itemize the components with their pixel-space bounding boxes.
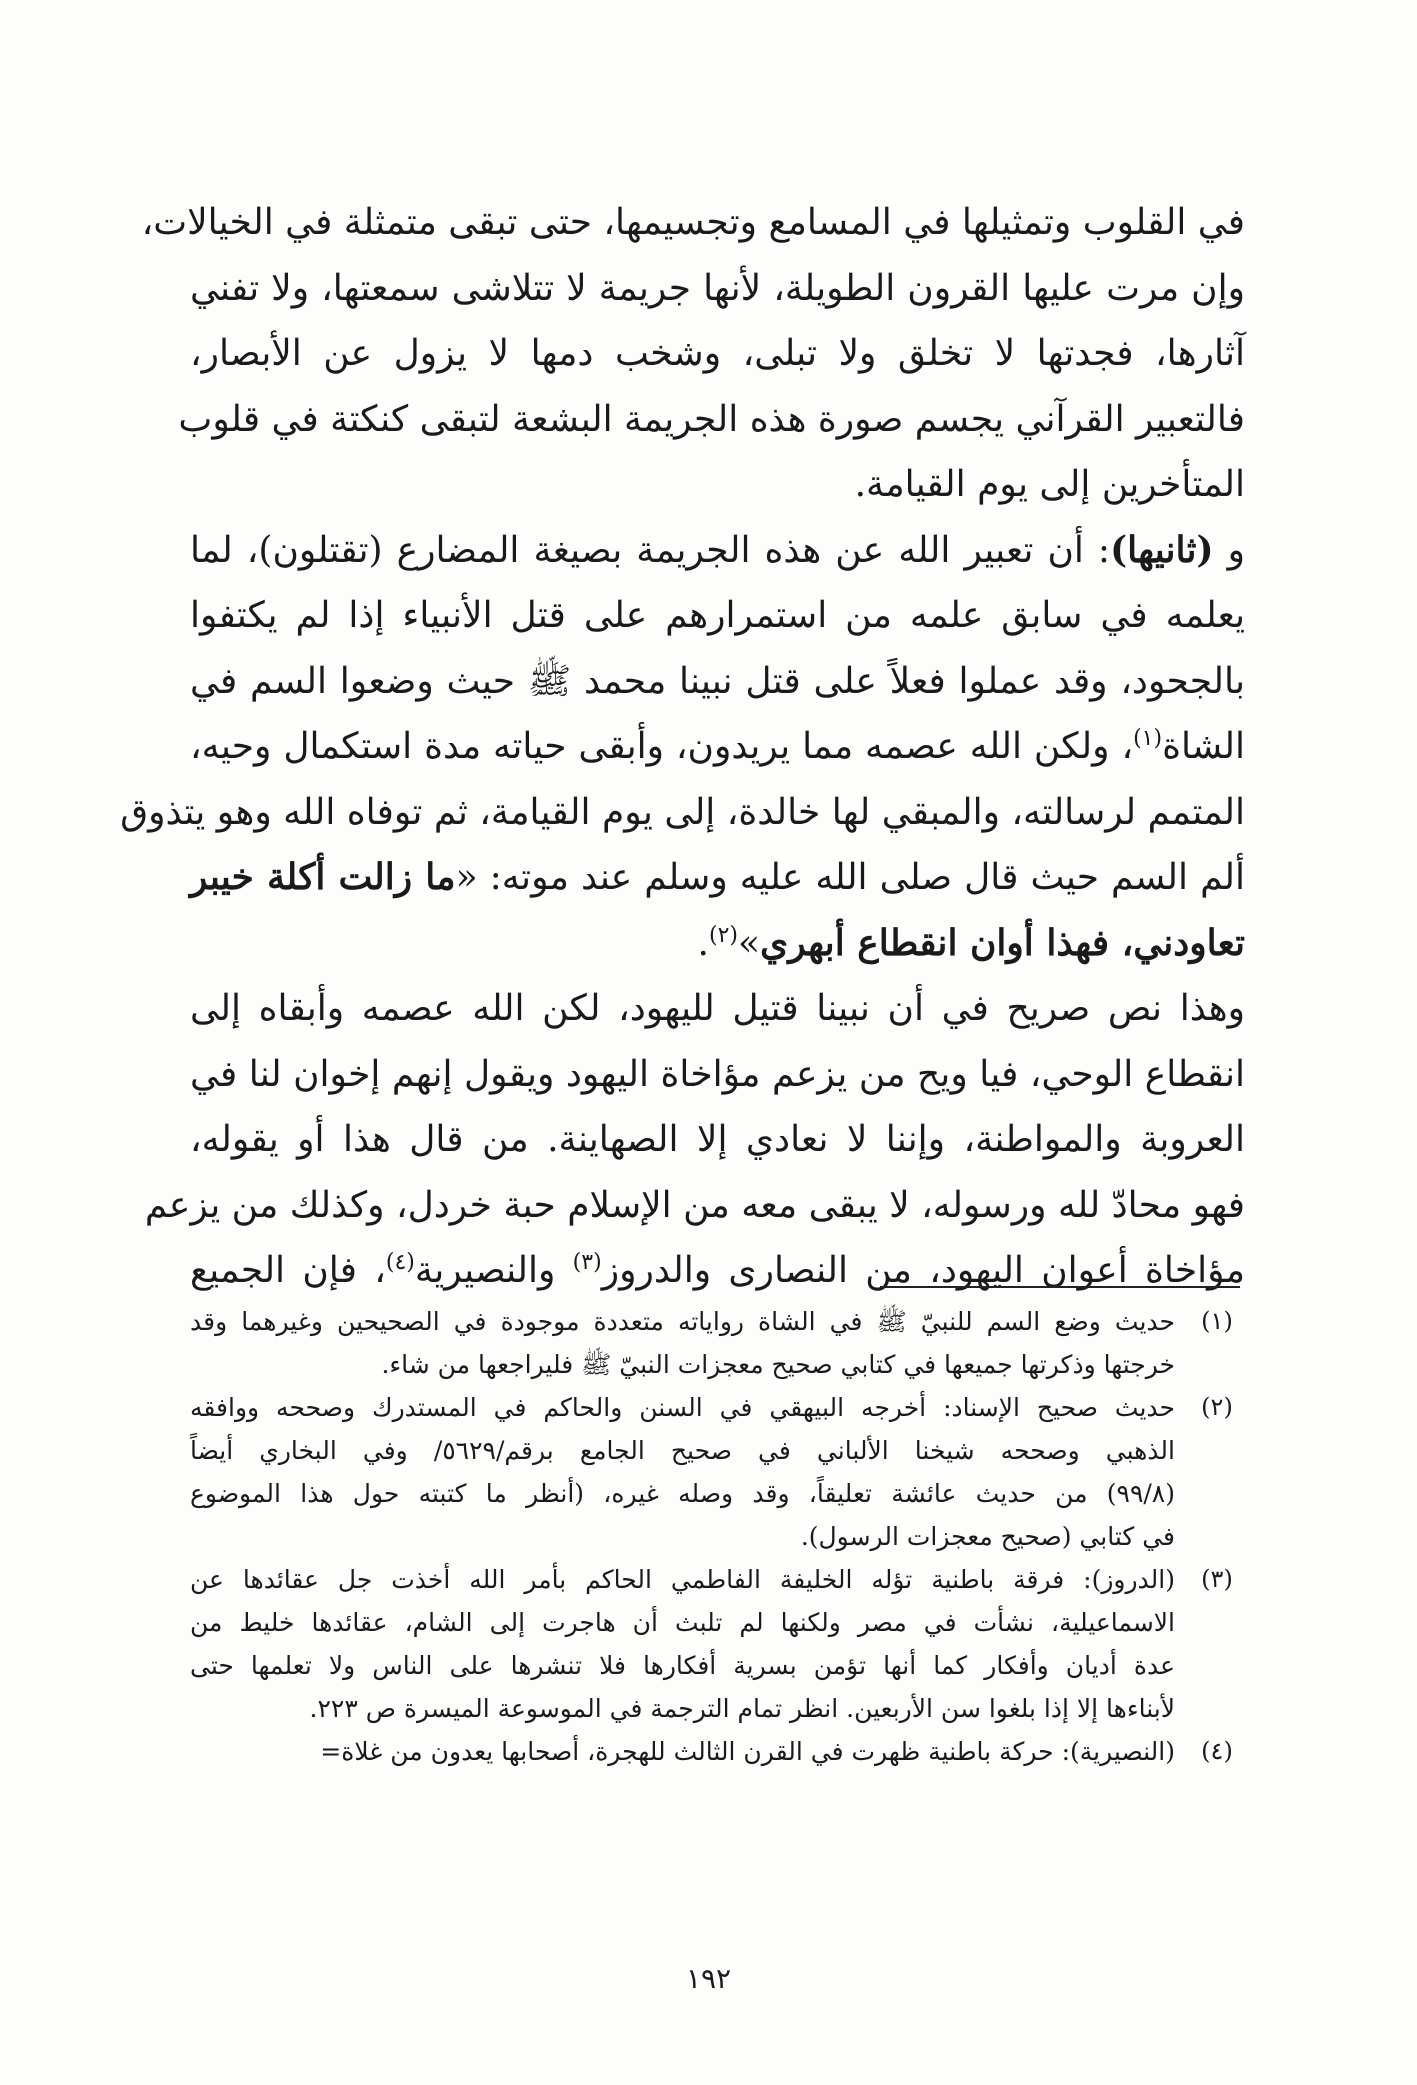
footnote-line: لأبناءها إلا إذا بلغوا سن الأربعين. انظر تمام الترجمة في الموسوعة الميسرة ص ٢٢٣. — [309, 1694, 1175, 1723]
footnote-line: حديث وضع السم للنبيّ ﷺ في الشاة رواياته متعددة موجودة في الصحيحين وغيرهما وقد — [190, 1307, 1175, 1336]
body-line-13: وهذا نص صريح في أن نبينا قتيل لليهود، لكن الله عصمه وأبقاه إلى — [190, 988, 1245, 1029]
body-line-12-bold: تعاودني، فهذا أوان انقطاع أبهري — [760, 921, 1245, 964]
body-line-17 — [190, 1238, 1245, 1304]
footnote-number: (٢) — [1201, 1393, 1233, 1421]
footnote-1 — [190, 1300, 1245, 1386]
body-line-17-rest: والنصيرية — [414, 1250, 573, 1291]
footnote-line: (٩٩/٨) من حديث عائشة تعليقاً، وقد وصله غيره، (أنظر ما كتبته حول هذا الموضوع — [190, 1479, 1175, 1508]
footnote-line: (النصيرية): حركة باطنية ظهرت في القرن الثالث للهجرة، أصحابها يعدون من غلاة= — [320, 1737, 1175, 1766]
footnote-ref-3: (٣) — [572, 1250, 602, 1275]
body-line-12 — [190, 911, 1245, 977]
body-line-12-rest: . — [697, 922, 709, 964]
body-line-3: آثارها، فجدتها لا تخلق ولا تبلى، وشخب دمها لا يزول عن الأبصار، — [190, 333, 1245, 374]
page-number: ١٩٢ — [685, 1962, 732, 1995]
body-line-17-rest2: ، فإن الجميع — [190, 1250, 386, 1291]
body-line-2: وإن مرت عليها القرون الطويلة، لأنها جريمة لا تتلاشى سمعتها، ولا تفني — [190, 267, 1245, 309]
body-line-11 — [190, 845, 1245, 911]
body-line-6 — [190, 518, 1245, 584]
body-line-5: المتأخرين إلى يوم القيامة. — [854, 464, 1245, 505]
footnote-separator — [880, 1286, 1240, 1288]
body-line-12-text: » — [738, 922, 761, 964]
body-line-6-lead: و — [1213, 529, 1246, 571]
footnote-line: (الدروز): فرقة باطنية تؤله الخليفة الفاطمي الحاكم بأمر الله أخذت جل عقائدها عن — [190, 1565, 1175, 1594]
body-line-10: المتمم لرسالته، والمبقي لها خالدة، إلى يوم القيامة، ثم توفاه الله وهو يتذوق — [120, 791, 1245, 833]
footnotes — [190, 1300, 1245, 1773]
body-line-7: يعلمه في سابق علمه من استمرارهم على قتل الأنبياء إذا لم يكتفوا — [190, 595, 1245, 636]
footnote-ref-4: (٤) — [385, 1250, 415, 1275]
footnote-line: في كتابي (صحيح معجزات الرسول). — [800, 1522, 1175, 1551]
footnote-4 — [190, 1730, 1245, 1773]
footnote-number: (١) — [1201, 1307, 1233, 1335]
main-text — [120, 190, 1246, 1304]
body-line-15: العروبة والمواطنة، وإننا لا نعادي إلا الصهاينة. من قال هذا أو يقوله، — [190, 1119, 1245, 1160]
body-line-6-text: : أن تعبير الله عن هذه الجريمة بصيغة المضارع (تقتلون)، لما — [190, 529, 1111, 571]
footnote-line: الذهبي وصححه شيخنا الألباني في صحيح الجامع برقم/٥٦٢٩/ وفي البخاري أيضاً — [190, 1436, 1175, 1465]
footnote-number: (٣) — [1201, 1565, 1233, 1593]
footnote-line: عدة أديان وأفكار كما أنها تؤمن بسرية أفكارها فلا تنشرها على الناس ولا تعلمها حتى — [190, 1651, 1175, 1680]
body-line-9-text: الشاة — [1162, 726, 1245, 767]
footnote-ref-2: (٢) — [709, 922, 739, 948]
body-line-4: فالتعبير القرآني يجسم صورة هذه الجريمة البشعة لتبقى كنكتة في قلوب — [178, 398, 1245, 440]
footnote-number: (٤) — [1201, 1737, 1233, 1765]
body-line-11-text: ألم السم حيث قال صلى الله عليه وسلم عند موته: « — [455, 857, 1245, 898]
body-line-9-rest: ، ولكن الله عصمه مما يريدون، وأبقى حياته مدة استكمال وحيه، — [190, 726, 1134, 767]
body-line-6-bold: (ثانيها) — [1110, 528, 1214, 571]
body-line-1: في القلوب وتمثيلها في المسامع وتجسيمها، حتى تبقى متمثلة في الخيالات، — [141, 202, 1245, 243]
footnote-ref-1: (١) — [1133, 726, 1163, 751]
footnote-line: حديث صحيح الإسناد: أخرجه البيهقي في السنن والحاكم في المستدرك وصححه ووافقه — [190, 1393, 1175, 1422]
body-line-16: فهو محادّ لله ورسوله، لا يبقى معه من الإسلام حبة خردل، وكذلك من يزعم — [144, 1184, 1245, 1226]
body-line-11-bold: ما زالت أكلة خيبر — [190, 856, 456, 898]
body-line-8: بالجحود، وقد عملوا فعلاً على قتل نبينا محمد ﷺ حيث وضعوا السم في — [190, 660, 1245, 702]
body-line-14: انقطاع الوحي، فيا ويح من يزعم مؤاخاة اليهود ويقول إنهم إخوان لنا في — [190, 1053, 1245, 1095]
footnote-3 — [190, 1558, 1245, 1730]
body-line-17-text: مؤاخاة أعوان اليهود، من النصارى والدروز — [601, 1250, 1245, 1291]
footnote-line: الاسماعيلية، نشأت في مصر ولكنها لم تلبث أن هاجرت إلى الشام، عقائدها خليط من — [190, 1608, 1175, 1637]
footnote-2 — [190, 1386, 1245, 1558]
footnote-line: خرجتها وذكرتها جميعها في كتابي صحيح معجزات النبيّ ﷺ فليراجعها من شاء. — [381, 1350, 1175, 1379]
body-line-9 — [190, 714, 1245, 780]
